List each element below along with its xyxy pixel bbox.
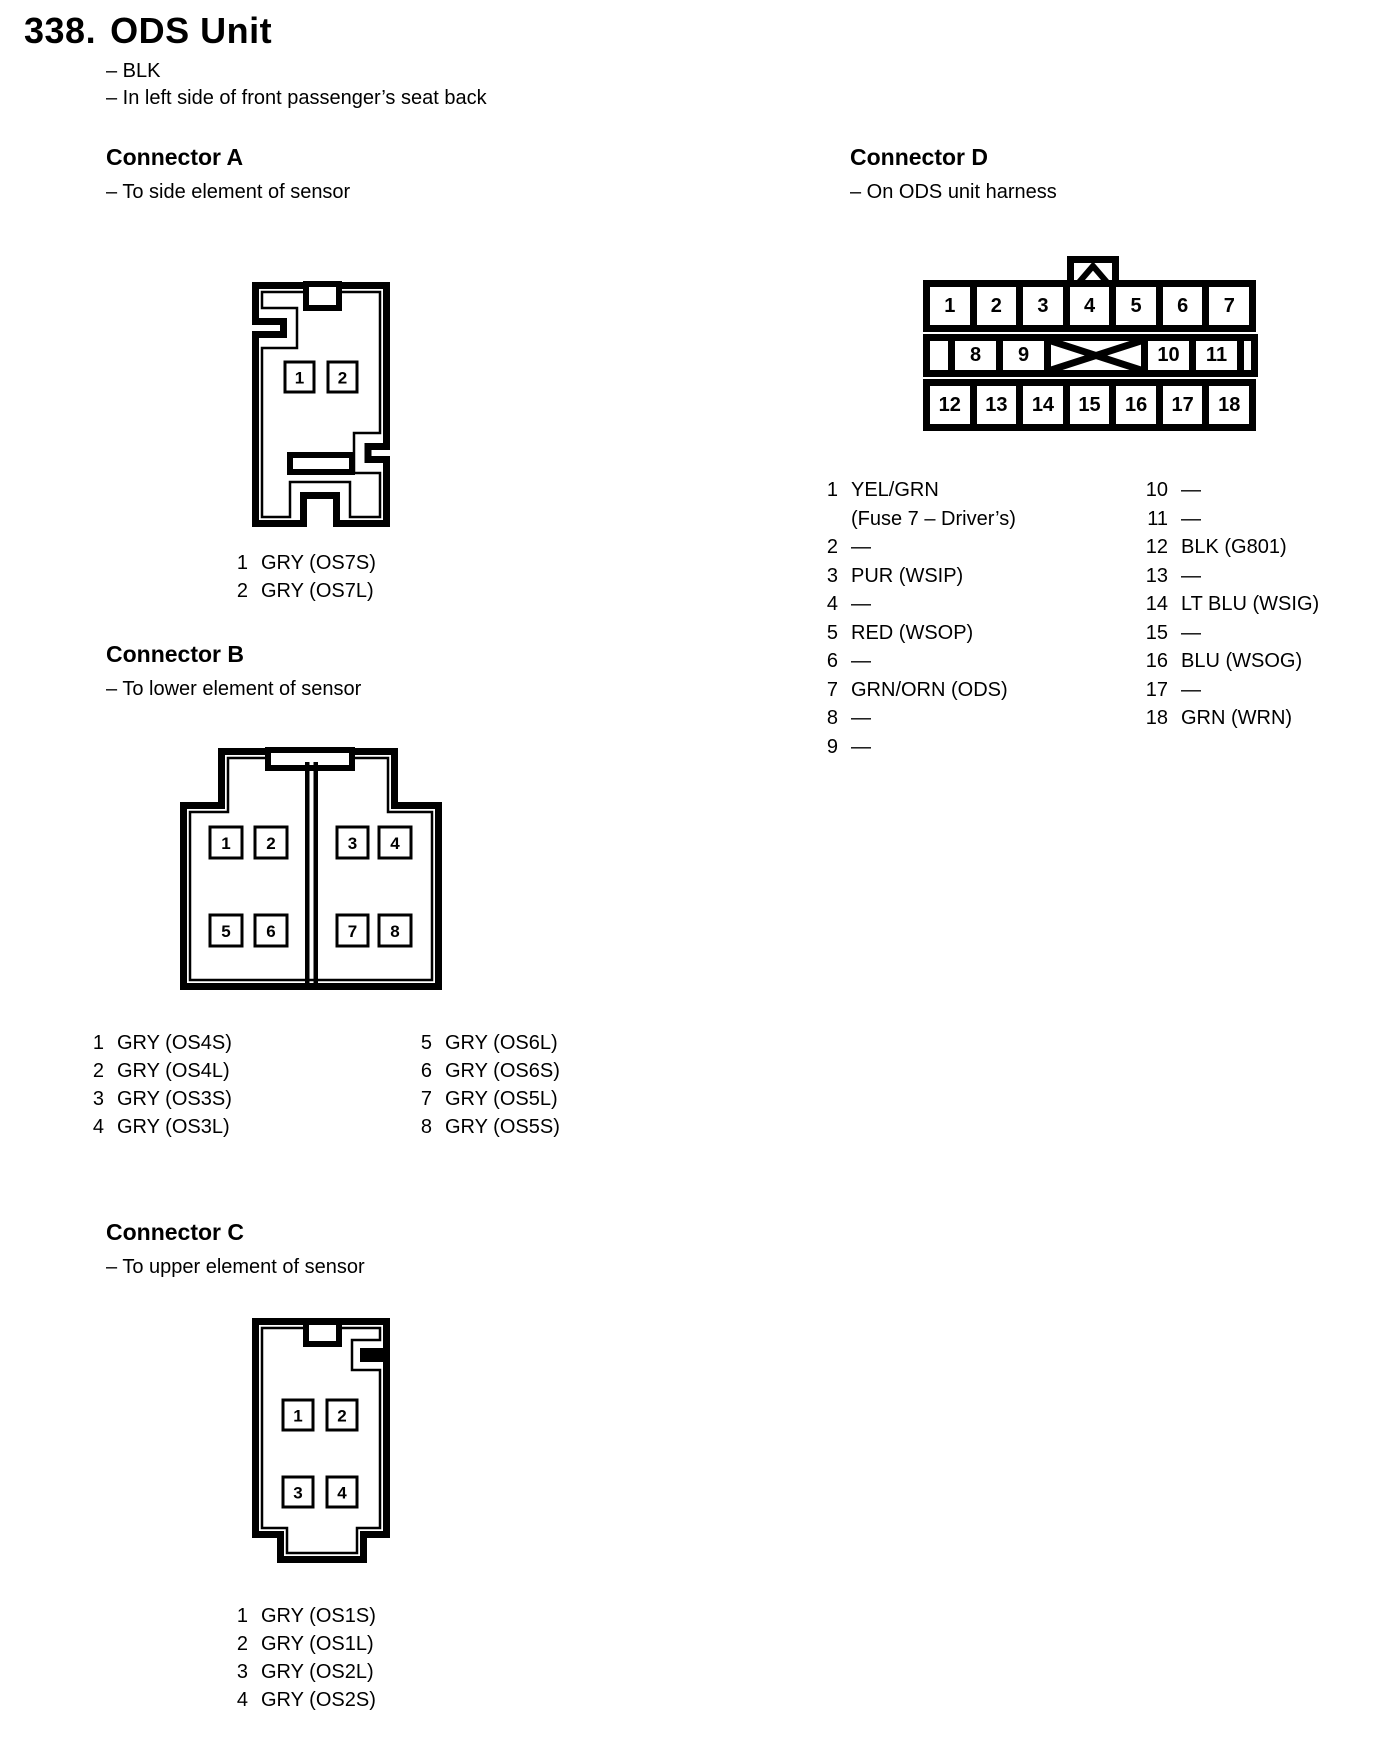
connector-b-pin-number-7: 7 [347, 922, 358, 941]
wire-label: GRY (OS7L) [261, 580, 374, 602]
connector-b-pin-number-8: 8 [390, 922, 400, 941]
pin-label-row [230, 1602, 376, 1630]
connector-c-pin-labels [230, 1602, 376, 1714]
pin-label-row [230, 1658, 376, 1686]
connector-d-cell: 1 [930, 287, 977, 325]
wire-label: RED (WSOP) [851, 621, 974, 644]
connector-d-blocked-cell [1051, 341, 1148, 370]
wire-label: GRY (OS5S) [445, 1116, 560, 1138]
pin-number: 4 [826, 593, 838, 615]
pin-label-row [86, 1113, 232, 1141]
pin-number: 1 [236, 552, 248, 574]
connector-a-title: Connector A [106, 144, 244, 170]
connector-d-blank-segment [1244, 341, 1251, 370]
connector-d-cell: 17 [1163, 386, 1210, 424]
wire-label: BLK (G801) [1181, 536, 1287, 558]
pin-number: 13 [1145, 564, 1168, 587]
wire-label: PUR (WSIP) [851, 564, 964, 587]
connector-d-cell: 14 [1023, 386, 1070, 424]
pin-number: 10 [1145, 479, 1168, 501]
pin-number: 1 [92, 1032, 104, 1054]
pin-number: 2 [236, 1633, 248, 1655]
page-title [24, 10, 272, 52]
connector-d-pin-labels-right [1133, 476, 1319, 733]
connector-d-cell: 6 [1163, 287, 1210, 325]
wire-label: — [851, 707, 871, 729]
connector-d-cell: 11 [1196, 341, 1244, 370]
pin-number: 2 [236, 580, 248, 602]
connector-d-row-3 [923, 379, 1256, 431]
connector-b-pin-number-2: 2 [266, 834, 276, 853]
wire-label: GRY (OS5L) [445, 1088, 558, 1110]
pin-label-row [1133, 704, 1319, 733]
connector-b-pin-labels-right [414, 1029, 560, 1141]
connector-c-pin-number-3: 3 [293, 1483, 303, 1503]
pin-label-row [814, 590, 1016, 619]
connector-d-cell: 3 [1023, 287, 1070, 325]
wire-label: GRY (OS2L) [261, 1661, 374, 1683]
wire-label: GRY (OS3S) [117, 1088, 232, 1110]
pin-number: 2 [92, 1060, 104, 1082]
connector-c-pin-number-2: 2 [337, 1406, 347, 1426]
connector-d-cell: 18 [1218, 393, 1241, 416]
pin-label-row [814, 733, 1016, 762]
pin-number: 7 [420, 1088, 432, 1110]
wire-label-line1: YEL/GRN [851, 479, 939, 501]
blocked-cell-x-mark [1051, 341, 1141, 370]
pin-number: 4 [236, 1689, 248, 1711]
connector-a-pin-number-1: 1 [294, 368, 305, 388]
wire-label: GRN (WRN) [1181, 707, 1293, 729]
connector-d-cell: 7 [1223, 294, 1235, 317]
pin-label-row [1133, 533, 1319, 562]
wire-label-line2: (Fuse 7 – Driver’s) [851, 507, 1016, 530]
connector-a-key-notch [306, 284, 339, 308]
connector-d-cell: 15 [1070, 386, 1117, 424]
pin-label-row [1133, 505, 1319, 534]
pin-number: 11 [1147, 507, 1168, 530]
connector-b-diagram [170, 735, 455, 1000]
unit-note-location: – In left side of front passenger’s seat back [106, 87, 487, 109]
pin-number: 8 [826, 707, 838, 729]
connector-c-pin-number-1: 1 [293, 1406, 303, 1426]
connector-a-pin-labels [230, 549, 376, 605]
pin-label-row [814, 704, 1016, 733]
connector-c-diagram [240, 1300, 410, 1580]
connector-d-subtitle: – On ODS unit harness [850, 181, 1057, 203]
pin-number: 5 [420, 1032, 432, 1054]
connector-d-title: Connector D [850, 144, 988, 170]
connector-d-cell: 9 [1003, 341, 1051, 370]
connector-d-cell: 10 [1148, 341, 1196, 370]
wire-label: BLU (WSOG) [1181, 650, 1303, 672]
wire-label: GRY (OS1S) [261, 1605, 376, 1627]
connector-c-key-notch [306, 1322, 339, 1344]
pin-label-row [814, 619, 1016, 648]
section-number: 338. [24, 10, 97, 51]
pin-label-row [1133, 647, 1319, 676]
pin-label-row [1133, 619, 1319, 648]
pin-number: 5 [826, 621, 838, 644]
pin-label-row [414, 1057, 560, 1085]
connector-b-divider-line-left [305, 762, 310, 983]
connector-d-cell: 5 [1116, 287, 1163, 325]
pin-label-row [86, 1029, 232, 1057]
connector-b-pin-number-1: 1 [221, 834, 231, 853]
pin-number: 3 [236, 1661, 248, 1683]
wire-label: GRY (OS6L) [445, 1032, 558, 1054]
connector-c-title: Connector C [106, 1219, 244, 1245]
pin-label-row [414, 1029, 560, 1057]
connector-a-subtitle: – To side element of sensor [106, 181, 351, 203]
pin-number: 4 [92, 1116, 104, 1138]
pin-number: 1 [826, 479, 838, 501]
connector-d-cell: 16 [1116, 386, 1163, 424]
connector-b-pin-number-4: 4 [390, 834, 400, 853]
pin-label-row [1133, 476, 1319, 505]
pin-label-row [1133, 590, 1319, 619]
pin-label-row [814, 476, 1016, 533]
connector-b-title: Connector B [106, 641, 244, 667]
wire-label: GRY (OS2S) [261, 1689, 376, 1711]
pin-number: 9 [826, 735, 838, 758]
connector-b-pin-number-5: 5 [221, 922, 231, 941]
wire-label [851, 476, 1016, 533]
wire-label: — [851, 593, 871, 615]
wire-label: — [1181, 507, 1201, 530]
wire-label: — [851, 536, 871, 558]
wire-label: — [1181, 479, 1201, 501]
pin-number: 6 [826, 650, 838, 672]
connector-b-pin-number-3: 3 [347, 834, 358, 853]
connector-a-diagram [240, 250, 410, 540]
pin-label-row [230, 577, 376, 605]
pin-label-row [814, 676, 1016, 705]
connector-a-slot [290, 455, 352, 472]
pin-number: 2 [826, 536, 838, 558]
wire-label: GRY (OS7S) [261, 552, 376, 574]
connector-d-row-1 [923, 280, 1256, 332]
pin-number: 6 [420, 1060, 432, 1082]
pin-number: 8 [420, 1116, 432, 1138]
connector-b-divider-line-right [314, 762, 319, 983]
pin-label-row [230, 1630, 376, 1658]
unit-note-color: – BLK [106, 60, 161, 82]
wire-label: GRY (OS4L) [117, 1060, 230, 1082]
pin-label-row [414, 1113, 560, 1141]
connector-d-cell: 4 [1070, 287, 1117, 325]
wire-label: GRN/ORN (ODS) [851, 678, 1008, 701]
wire-label: GRY (OS6S) [445, 1060, 560, 1082]
connector-a-pin-number-2: 2 [337, 368, 348, 388]
pin-label-row [414, 1085, 560, 1113]
wire-label: — [1181, 564, 1201, 587]
pin-number: 16 [1145, 650, 1168, 672]
wire-label: — [851, 735, 871, 758]
pin-number: 15 [1145, 621, 1168, 644]
pin-number: 3 [92, 1088, 104, 1110]
wire-label: GRY (OS3L) [117, 1116, 230, 1138]
connector-c-outline [256, 1322, 387, 1560]
pin-label-row [1133, 562, 1319, 591]
pin-number: 1 [236, 1605, 248, 1627]
wire-label: GRY (OS1L) [261, 1633, 374, 1655]
connector-b-subtitle: – To lower element of sensor [106, 678, 362, 700]
connector-c-subtitle: – To upper element of sensor [106, 1256, 365, 1278]
connector-d-cell: 12 [930, 386, 977, 424]
connector-d-pin-labels-left [814, 476, 1016, 761]
pin-label-row [814, 533, 1016, 562]
pin-number: 3 [826, 564, 838, 587]
wire-label: — [1181, 621, 1201, 644]
connector-d-cell: 13 [977, 386, 1024, 424]
wire-label: — [851, 650, 871, 672]
connector-d-cell: 8 [955, 341, 1003, 370]
connector-d-blank-segment [930, 341, 955, 370]
pin-number: 17 [1145, 678, 1168, 701]
connector-c-pin-number-4: 4 [337, 1483, 347, 1503]
pin-label-row [86, 1085, 232, 1113]
wire-label: GRY (OS4S) [117, 1032, 232, 1054]
connector-d-cell: 2 [977, 287, 1024, 325]
pin-label-row [814, 647, 1016, 676]
connector-d-row-2 [923, 334, 1258, 377]
connector-a-outline [256, 286, 387, 524]
connector-b-key-notch [268, 750, 352, 768]
wire-label: LT BLU (WSIG) [1181, 593, 1320, 615]
pin-label-row [230, 549, 376, 577]
pin-label-row [86, 1057, 232, 1085]
wire-label: — [1181, 678, 1201, 701]
pin-label-row [1133, 676, 1319, 705]
connector-b-pin-labels-left [86, 1029, 232, 1141]
pin-label-row [230, 1686, 376, 1714]
pin-number: 7 [826, 678, 838, 701]
connector-b-outline [184, 752, 439, 987]
pin-label-row [814, 562, 1016, 591]
pin-number: 14 [1145, 593, 1168, 615]
pin-number: 18 [1145, 707, 1168, 729]
pin-number: 12 [1145, 536, 1168, 558]
connector-b-pin-number-6: 6 [266, 922, 276, 941]
page-title-text: ODS Unit [110, 10, 273, 51]
